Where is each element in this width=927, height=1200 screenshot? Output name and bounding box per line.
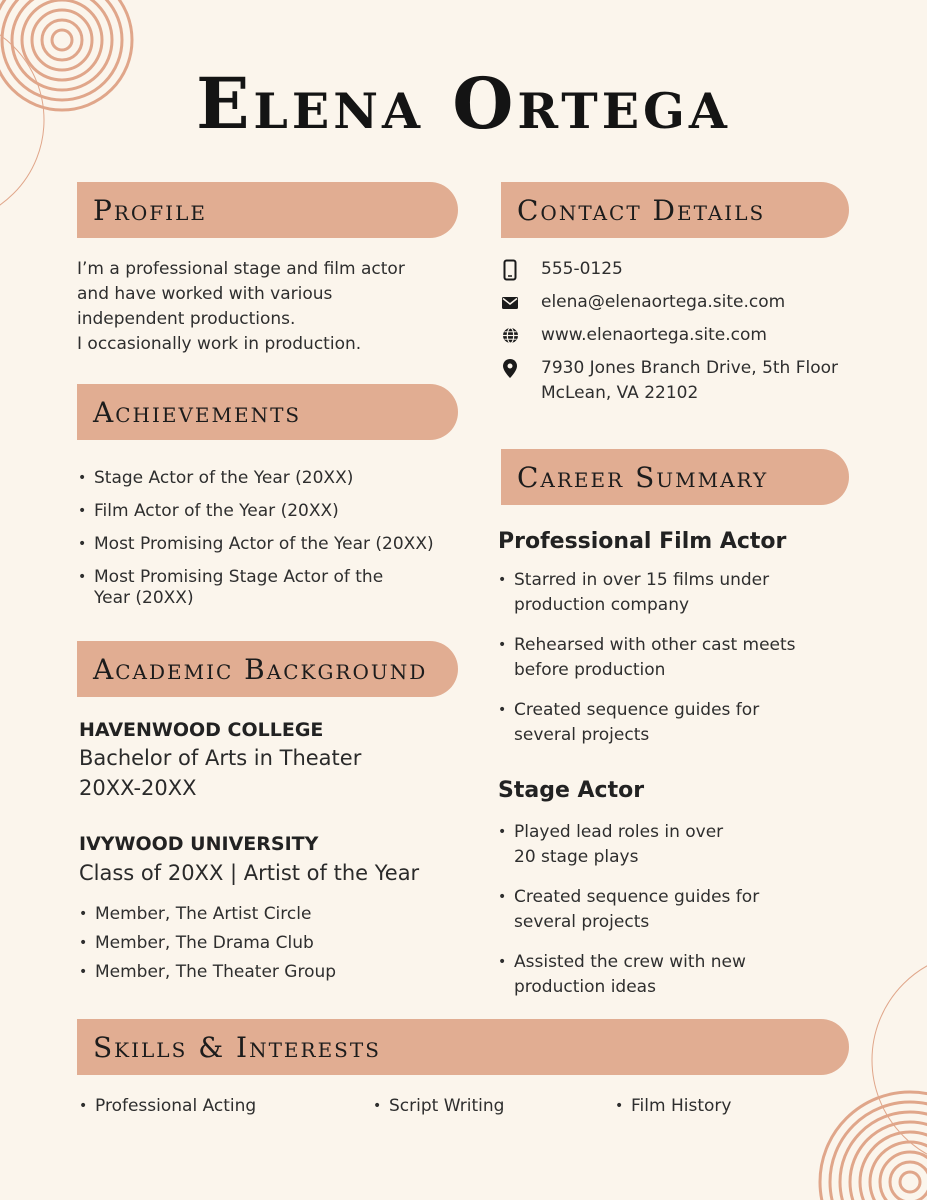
contact-address: 7930 Jones Branch Drive, 5th Floor McLean, VA 22102 [541, 358, 839, 403]
skills-list [78, 1096, 278, 1117]
profile-header: Profile [77, 182, 458, 238]
school-class: Class of 20XX | Artist of the Year [79, 861, 420, 885]
school-degree: Bachelor of Arts in Theater [79, 746, 362, 770]
career-item: • Created sequence guides for several projects [497, 698, 847, 748]
resume-name: Elena Ortega [196, 62, 731, 145]
mail-icon [500, 290, 520, 315]
career-item: • Rehearsed with other cast meets before production [497, 633, 847, 683]
skills-list [372, 1096, 572, 1117]
memberships-list [78, 904, 468, 983]
achievement-item: • Film Actor of the Year (20XX) [77, 501, 467, 522]
career-item: • Created sequence guides for several projects [497, 885, 847, 935]
school-name: IVYWOOD UNIVERSITY [79, 833, 319, 855]
contact-website[interactable]: www.elenaortega.site.com [541, 325, 767, 345]
location-pin-icon [500, 356, 520, 381]
career-role-title: Stage Actor [498, 778, 645, 803]
phone-icon [500, 257, 520, 282]
career-role-title: Professional Film Actor [498, 529, 787, 554]
contact-header: Contact Details [501, 182, 849, 238]
school-name: HAVENWOOD COLLEGE [79, 719, 324, 741]
contact-website-row [500, 323, 767, 348]
membership-item: • Member, The Theater Group [78, 962, 468, 983]
achievement-item: • Most Promising Actor of the Year (20XX) [77, 534, 467, 555]
skill-item: • Professional Acting [78, 1096, 278, 1117]
school-years: 20XX-20XX [79, 776, 197, 800]
skills-list [614, 1096, 814, 1117]
membership-item: • Member, The Drama Club [78, 933, 468, 954]
career-header: Career Summary [501, 449, 849, 505]
skill-item: • Script Writing [372, 1096, 572, 1117]
achievement-item: • Most Promising Stage Actor of the Year (20XX) [77, 567, 467, 609]
achievements-list [77, 468, 467, 609]
academic-header: Academic Background [77, 641, 458, 697]
skills-header: Skills & Interests [77, 1019, 849, 1075]
achievement-item: • Stage Actor of the Year (20XX) [77, 468, 467, 489]
profile-text: I’m a professional stage and film actor and have worked with various independent productions. I occasionally work in production. [77, 259, 405, 354]
contact-email-row [500, 290, 785, 315]
contact-address-row [500, 356, 838, 406]
contact-phone-row [500, 257, 623, 282]
skill-item: • Film History [614, 1096, 814, 1117]
contact-phone[interactable]: 555-0125 [541, 259, 623, 279]
career-item: • Assisted the crew with new production ideas [497, 950, 847, 1000]
career-item: • Played lead roles in over 20 stage plays [497, 820, 847, 870]
career-role-list [497, 568, 847, 748]
contact-email[interactable]: elena@elenaortega.site.com [541, 292, 786, 312]
achievements-header: Achievements [77, 384, 458, 440]
career-item: • Starred in over 15 films under production company [497, 568, 847, 618]
career-role-list [497, 820, 847, 1000]
globe-icon [500, 323, 520, 348]
membership-item: • Member, The Artist Circle [78, 904, 468, 925]
